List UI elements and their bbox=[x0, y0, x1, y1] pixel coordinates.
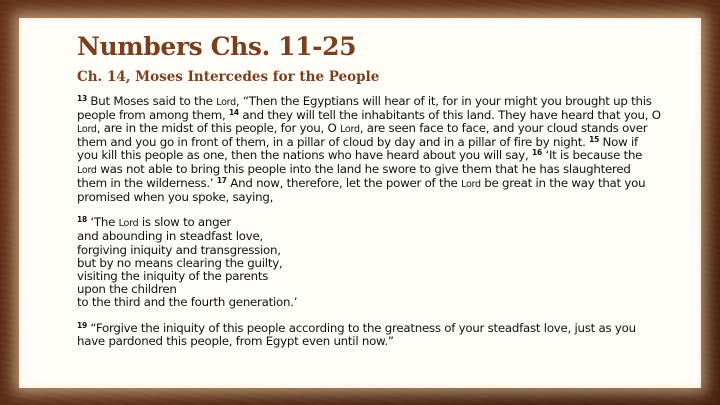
verse-number-13: 13 bbox=[77, 93, 87, 103]
verse-13-text-b: , “Then the Egyptians will hear of it, for in your might you brought up this people from among them, bbox=[77, 93, 652, 122]
verse-14-text-c: , are seen face to face, and your cloud stands over them and you go in front of them, in a pillar of cloud by day and in a pillar of fire by night. bbox=[77, 120, 648, 150]
divine-name: Lord bbox=[118, 218, 139, 230]
verse-13-text-a: But Moses said to the bbox=[86, 93, 217, 108]
verse-number-16: 16 bbox=[532, 148, 542, 158]
poem-line: upon the children bbox=[77, 282, 177, 297]
divine-name: Lord bbox=[77, 164, 97, 176]
poem-line: visiting the iniquity of the parents bbox=[77, 268, 269, 283]
verse-17-text-a: And now, therefore, let the power of the bbox=[226, 175, 462, 190]
passage-paragraph-2 bbox=[77, 322, 661, 348]
slide-subtitle: Ch. 14, Moses Intercedes for the People bbox=[77, 68, 380, 85]
divine-name: Lord bbox=[461, 178, 481, 190]
divine-name: Lord bbox=[77, 123, 97, 135]
verse-18-text-b: is slow to anger bbox=[138, 215, 231, 230]
verse-19-text: “Forgive the iniquity of this people according to the greatness of your steadfast love, just as you have pardoned this people, from Egypt even until now.” bbox=[77, 320, 636, 348]
verse-15-text: Now if you kill this people as one, then the nations who have heard about you will say, bbox=[77, 135, 638, 163]
verse-17-text-b: be great in the way that you promised when you spoke, saying, bbox=[77, 175, 646, 204]
verse-18-text-a: ‘The bbox=[86, 215, 119, 230]
verse-14-text-b: , are in the midst of this people, for you, O bbox=[96, 120, 341, 135]
verse-16-text-a: ‘It is because the bbox=[541, 148, 643, 163]
slide-title: Numbers Chs. 11-25 bbox=[77, 32, 357, 61]
divine-name: Lord bbox=[216, 96, 236, 108]
verse-number-14: 14 bbox=[228, 107, 239, 117]
poem-line bbox=[77, 216, 661, 230]
verse-number-15: 15 bbox=[589, 135, 600, 145]
verse-14-text-a: and they will tell the inhabitants of this land. They have heard that you, O bbox=[238, 107, 661, 122]
poem-line: forgiving iniquity and transgression, bbox=[77, 242, 281, 257]
verse-number-17: 17 bbox=[216, 175, 227, 185]
poem-line: but by no means clearing the guilty, bbox=[77, 255, 283, 270]
verse-number-18: 18 bbox=[77, 215, 87, 225]
verse-number-19: 19 bbox=[77, 320, 87, 330]
passage-poem bbox=[77, 216, 661, 309]
verse-16-text-b: was not able to bring this people into the land he swore to give them that he has slaughtered them in the wilderness.’ bbox=[77, 161, 631, 190]
scripture-passage bbox=[77, 95, 661, 348]
poem-line: to the third and the fourth generation.’ bbox=[77, 295, 298, 310]
passage-paragraph-1 bbox=[77, 95, 661, 205]
poem-line: and abounding in steadfast love, bbox=[77, 229, 263, 244]
slide bbox=[19, 18, 701, 388]
divine-name: Lord bbox=[340, 123, 360, 135]
